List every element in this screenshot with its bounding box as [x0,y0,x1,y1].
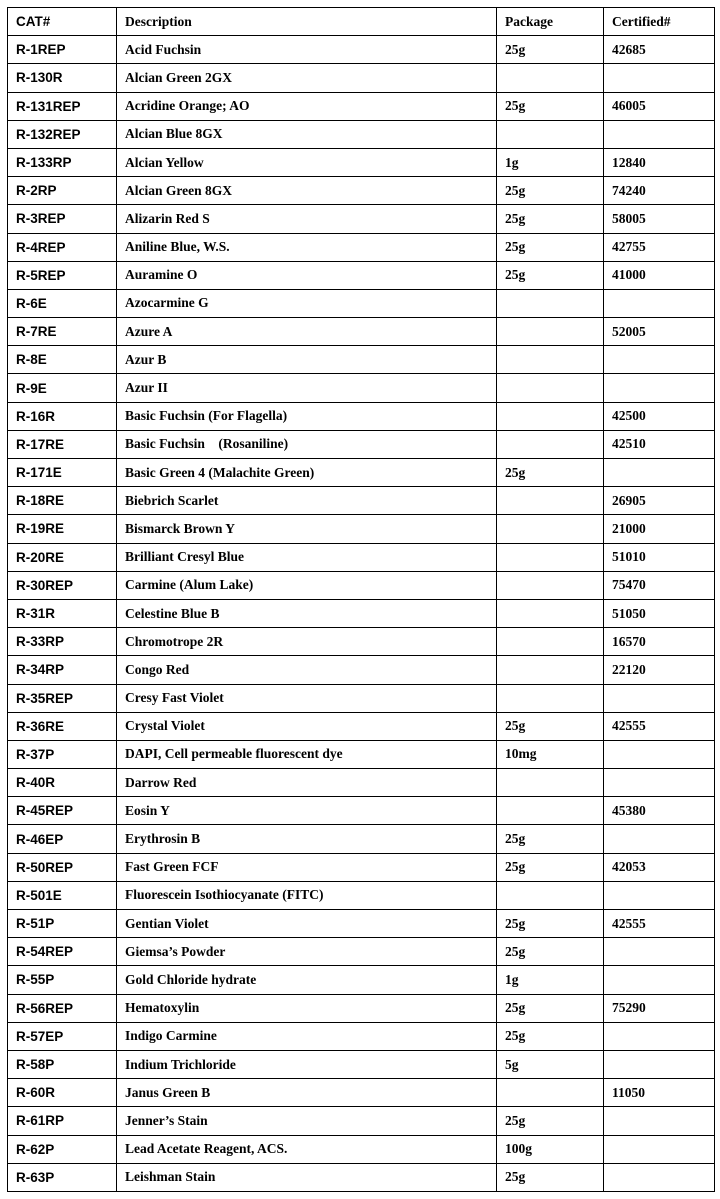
cell-package [497,628,604,656]
cell-certified-number [604,459,715,487]
cell-cat-number: R-61RP [8,1107,117,1135]
cell-cat-number: R-34RP [8,656,117,684]
cell-cat-number: R-60R [8,1079,117,1107]
column-header-cat: CAT# [8,8,117,36]
table-row [8,36,715,64]
cell-package [497,374,604,402]
table-row [8,825,715,853]
cell-package [497,684,604,712]
cell-package [497,430,604,458]
cell-description: Janus Green B [117,1079,497,1107]
cell-description: Basic Green 4 (Malachite Green) [117,459,497,487]
cell-package: 10mg [497,740,604,768]
cell-package [497,1079,604,1107]
cell-certified-number [604,374,715,402]
table-row [8,92,715,120]
cell-description: Azure A [117,318,497,346]
cell-description: Fast Green FCF [117,853,497,881]
cell-certified-number [604,938,715,966]
cell-certified-number: 21000 [604,515,715,543]
cell-certified-number: 42755 [604,233,715,261]
cell-certified-number: 26905 [604,487,715,515]
table-row [8,656,715,684]
cell-description: Leishman Stain [117,1163,497,1191]
cell-package [497,346,604,374]
table-row [8,684,715,712]
table-row [8,599,715,627]
table-row [8,740,715,768]
cell-cat-number: R-19RE [8,515,117,543]
cell-certified-number [604,64,715,92]
cell-certified-number: 42053 [604,853,715,881]
cell-package: 25g [497,1163,604,1191]
cell-package: 25g [497,36,604,64]
cell-certified-number [604,684,715,712]
cell-certified-number [604,1163,715,1191]
cell-cat-number: R-501E [8,881,117,909]
cell-cat-number: R-55P [8,966,117,994]
cell-cat-number: R-18RE [8,487,117,515]
cell-cat-number: R-7RE [8,318,117,346]
table-row [8,515,715,543]
table-row [8,994,715,1022]
table-row [8,571,715,599]
cell-package: 25g [497,205,604,233]
cell-cat-number: R-46EP [8,825,117,853]
cell-package [497,571,604,599]
cell-description: Acridine Orange; AO [117,92,497,120]
cell-description: Azocarmine G [117,289,497,317]
cell-cat-number: R-54REP [8,938,117,966]
cell-description: Giemsa’s Powder [117,938,497,966]
cell-package: 25g [497,459,604,487]
cell-description: Crystal Violet [117,712,497,740]
cell-certified-number: 22120 [604,656,715,684]
cell-certified-number [604,740,715,768]
cell-package [497,515,604,543]
cell-package: 100g [497,1135,604,1163]
cell-cat-number: R-63P [8,1163,117,1191]
cell-package: 25g [497,938,604,966]
cell-description: Gentian Violet [117,910,497,938]
cell-certified-number [604,1050,715,1078]
cell-certified-number [604,966,715,994]
cell-description: Alizarin Red S [117,205,497,233]
cell-certified-number: 46005 [604,92,715,120]
cell-description: Celestine Blue B [117,599,497,627]
table-row [8,148,715,176]
table-row [8,712,715,740]
cell-description: Fluorescein Isothiocyanate (FITC) [117,881,497,909]
table-header-row [8,8,715,36]
cell-certified-number: 16570 [604,628,715,656]
cell-certified-number [604,1107,715,1135]
column-header-certified: Certified# [604,8,715,36]
cell-description: Azur II [117,374,497,402]
table-row [8,120,715,148]
cell-cat-number: R-62P [8,1135,117,1163]
cell-description: Basic Fuchsin (Rosaniline) [117,430,497,458]
cell-package [497,402,604,430]
cell-cat-number: R-17RE [8,430,117,458]
cell-package: 25g [497,712,604,740]
table-row [8,881,715,909]
cell-cat-number: R-57EP [8,1022,117,1050]
table-row [8,853,715,881]
cell-package [497,656,604,684]
cell-certified-number: 42500 [604,402,715,430]
cell-package: 1g [497,966,604,994]
cell-package: 25g [497,853,604,881]
cell-certified-number [604,825,715,853]
cell-description: Alcian Yellow [117,148,497,176]
table-row [8,1135,715,1163]
table-row [8,1079,715,1107]
cell-cat-number: R-45REP [8,797,117,825]
cell-package [497,289,604,317]
cell-certified-number [604,1135,715,1163]
cell-cat-number: R-30REP [8,571,117,599]
column-header-description: Description [117,8,497,36]
cell-package: 25g [497,233,604,261]
table-row [8,769,715,797]
cell-cat-number: R-16R [8,402,117,430]
cell-certified-number: 41000 [604,261,715,289]
cell-description: Chromotrope 2R [117,628,497,656]
cell-certified-number: 42510 [604,430,715,458]
table-row [8,430,715,458]
table-row [8,459,715,487]
cell-package: 1g [497,148,604,176]
cell-cat-number: R-37P [8,740,117,768]
cell-cat-number: R-9E [8,374,117,402]
table-row [8,261,715,289]
cell-package [497,318,604,346]
cell-package: 25g [497,910,604,938]
cell-cat-number: R-8E [8,346,117,374]
cell-certified-number: 42685 [604,36,715,64]
cell-certified-number [604,881,715,909]
cell-description: Azur B [117,346,497,374]
cell-package [497,543,604,571]
cell-certified-number: 74240 [604,177,715,205]
cell-package: 25g [497,261,604,289]
cell-description: Cresy Fast Violet [117,684,497,712]
cell-certified-number: 42555 [604,910,715,938]
cell-certified-number: 42555 [604,712,715,740]
cell-cat-number: R-171E [8,459,117,487]
cell-cat-number: R-56REP [8,994,117,1022]
table-row [8,1107,715,1135]
cell-description: Indigo Carmine [117,1022,497,1050]
cell-certified-number: 75290 [604,994,715,1022]
cell-description: Alcian Blue 8GX [117,120,497,148]
table-row [8,205,715,233]
table-row [8,966,715,994]
cell-description: Auramine O [117,261,497,289]
cell-cat-number: R-6E [8,289,117,317]
table-row [8,318,715,346]
cell-certified-number: 11050 [604,1079,715,1107]
cell-package: 25g [497,1022,604,1050]
cell-cat-number: R-5REP [8,261,117,289]
cell-certified-number: 51010 [604,543,715,571]
cell-cat-number: R-1REP [8,36,117,64]
cell-description: Eosin Y [117,797,497,825]
cell-certified-number: 75470 [604,571,715,599]
table-row [8,177,715,205]
cell-package: 25g [497,825,604,853]
cell-description: Indium Trichloride [117,1050,497,1078]
cell-certified-number [604,346,715,374]
table-row [8,1163,715,1191]
cell-description: Erythrosin B [117,825,497,853]
table-row [8,487,715,515]
cell-certified-number [604,1022,715,1050]
cell-package [497,64,604,92]
cell-description: Gold Chloride hydrate [117,966,497,994]
product-table [7,7,715,1192]
cell-certified-number [604,769,715,797]
cell-cat-number: R-20RE [8,543,117,571]
cell-description: Congo Red [117,656,497,684]
table-row [8,543,715,571]
cell-cat-number: R-131REP [8,92,117,120]
cell-package: 25g [497,1107,604,1135]
cell-description: Basic Fuchsin (For Flagella) [117,402,497,430]
table-row [8,374,715,402]
cell-package [497,769,604,797]
cell-cat-number: R-133RP [8,148,117,176]
table-row [8,346,715,374]
cell-certified-number: 58005 [604,205,715,233]
cell-cat-number: R-33RP [8,628,117,656]
table-row [8,797,715,825]
cell-package [497,797,604,825]
cell-certified-number: 45380 [604,797,715,825]
table-row [8,402,715,430]
table-row [8,233,715,261]
cell-description: Lead Acetate Reagent, ACS. [117,1135,497,1163]
cell-package: 25g [497,92,604,120]
column-header-package: Package [497,8,604,36]
product-table-body [8,8,715,1192]
table-row [8,289,715,317]
cell-certified-number: 12840 [604,148,715,176]
cell-package: 25g [497,994,604,1022]
table-row [8,938,715,966]
cell-cat-number: R-130R [8,64,117,92]
cell-package: 5g [497,1050,604,1078]
cell-cat-number: R-2RP [8,177,117,205]
cell-cat-number: R-58P [8,1050,117,1078]
cell-package [497,120,604,148]
cell-package [497,881,604,909]
cell-description: Bismarck Brown Y [117,515,497,543]
cell-cat-number: R-35REP [8,684,117,712]
cell-cat-number: R-3REP [8,205,117,233]
table-row [8,1050,715,1078]
cell-certified-number: 51050 [604,599,715,627]
cell-cat-number: R-132REP [8,120,117,148]
cell-description: Hematoxylin [117,994,497,1022]
cell-package [497,487,604,515]
table-row [8,64,715,92]
cell-certified-number: 52005 [604,318,715,346]
cell-description: Brilliant Cresyl Blue [117,543,497,571]
cell-description: Darrow Red [117,769,497,797]
cell-description: Aniline Blue, W.S. [117,233,497,261]
cell-description: DAPI, Cell permeable fluorescent dye [117,740,497,768]
table-row [8,910,715,938]
cell-cat-number: R-51P [8,910,117,938]
cell-cat-number: R-31R [8,599,117,627]
cell-description: Acid Fuchsin [117,36,497,64]
table-row [8,628,715,656]
cell-description: Alcian Green 8GX [117,177,497,205]
cell-description: Alcian Green 2GX [117,64,497,92]
cell-description: Biebrich Scarlet [117,487,497,515]
table-row [8,1022,715,1050]
cell-description: Jenner’s Stain [117,1107,497,1135]
cell-cat-number: R-40R [8,769,117,797]
cell-cat-number: R-36RE [8,712,117,740]
cell-package: 25g [497,177,604,205]
cell-description: Carmine (Alum Lake) [117,571,497,599]
cell-certified-number [604,120,715,148]
cell-cat-number: R-4REP [8,233,117,261]
cell-cat-number: R-50REP [8,853,117,881]
cell-package [497,599,604,627]
cell-certified-number [604,289,715,317]
